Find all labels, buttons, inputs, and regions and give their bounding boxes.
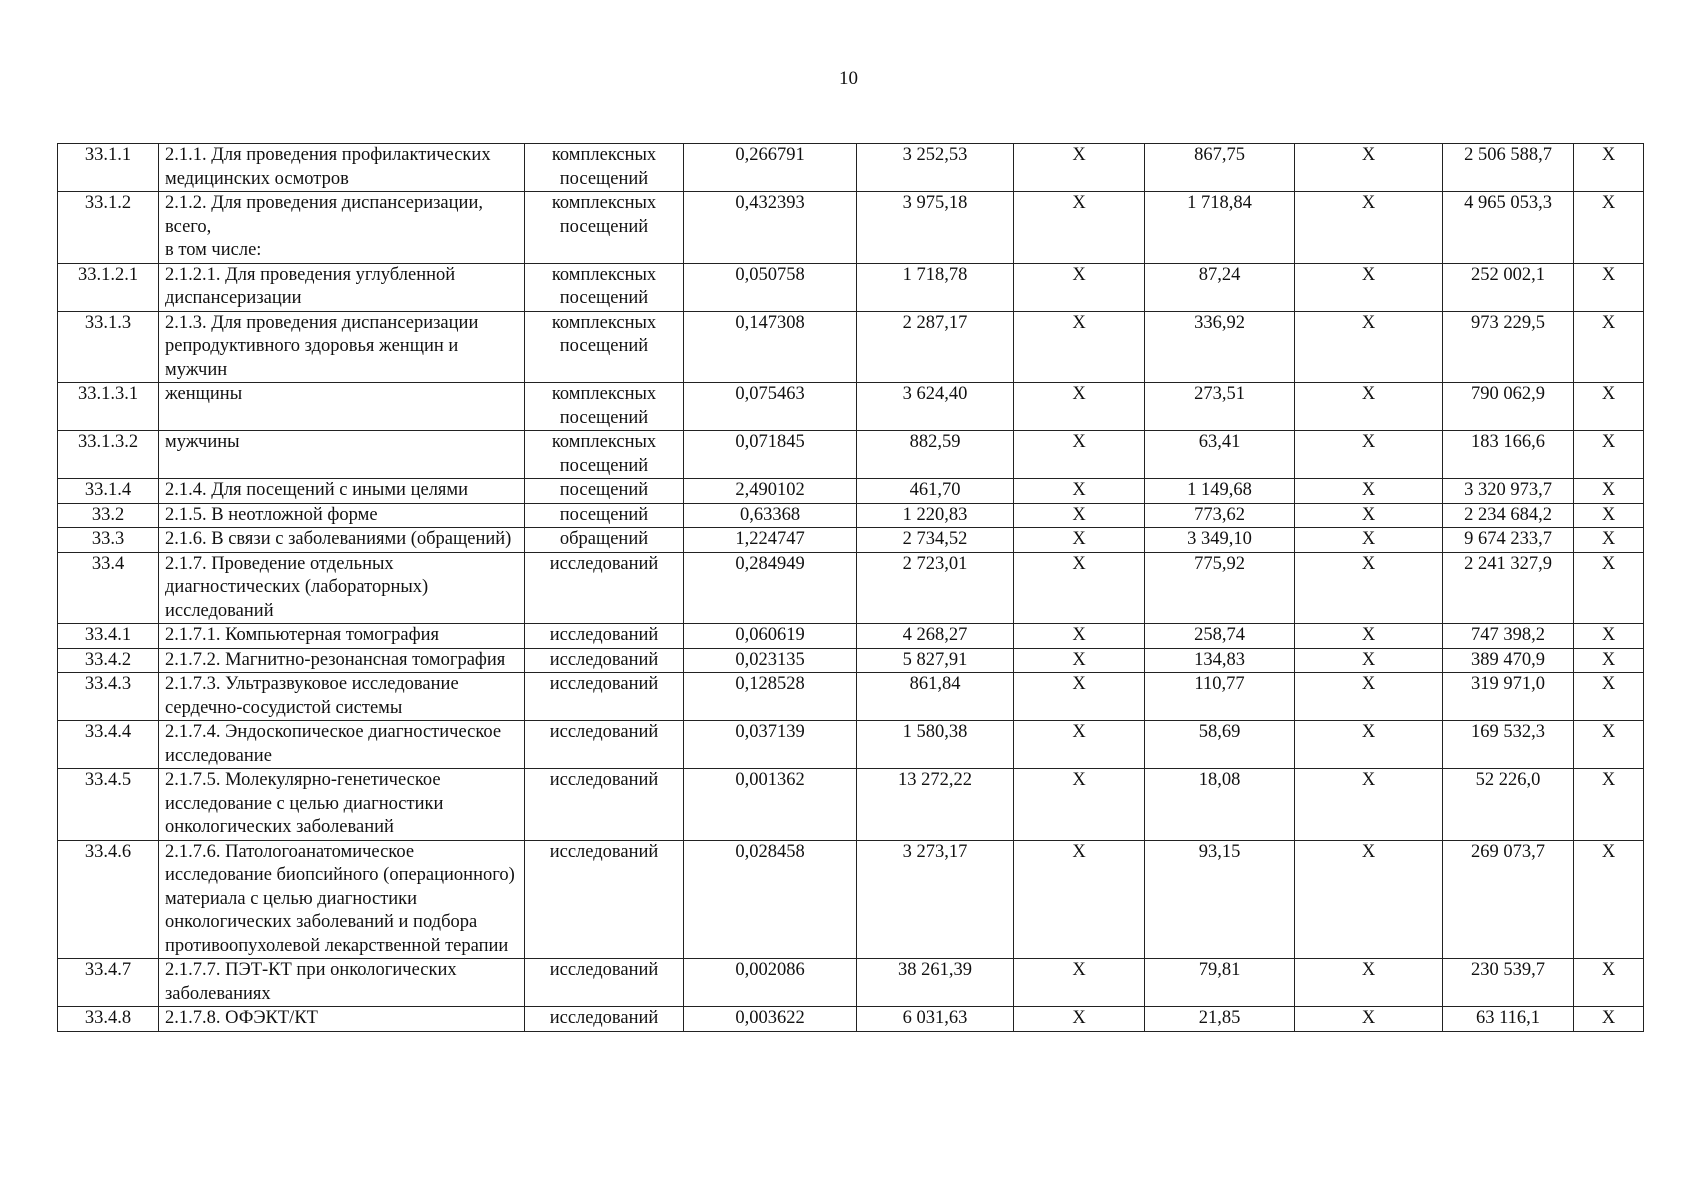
row-x-cell: X xyxy=(1295,673,1443,721)
row-x-cell: X xyxy=(1295,192,1443,264)
row-code-cell: 33.4.7 xyxy=(58,959,159,1007)
table-row xyxy=(58,528,1644,553)
row-code-cell: 33.4.1 xyxy=(58,624,159,649)
row-x-cell: X xyxy=(1295,311,1443,383)
table-row xyxy=(58,263,1644,311)
row-norm-cell: 0,002086 xyxy=(684,959,857,1007)
row-norm-cell: 0,147308 xyxy=(684,311,857,383)
row-unit-cell: исследований xyxy=(525,648,684,673)
row-per-capita-cell: 1 718,84 xyxy=(1145,192,1295,264)
row-unit-cell: комплексных посещений xyxy=(525,311,684,383)
row-cost-cell: 2 287,17 xyxy=(857,311,1014,383)
row-name-cell: 2.1.2. Для проведения диспансеризации, всего, в том числе: xyxy=(159,192,525,264)
row-x-cell: X xyxy=(1574,263,1644,311)
row-x-cell: X xyxy=(1574,528,1644,553)
row-norm-cell: 0,050758 xyxy=(684,263,857,311)
row-code-cell: 33.1.2.1 xyxy=(58,263,159,311)
row-x-cell: X xyxy=(1014,648,1145,673)
row-x-cell: X xyxy=(1014,263,1145,311)
table-row xyxy=(58,1007,1644,1032)
row-unit-cell: исследований xyxy=(525,624,684,649)
row-x-cell: X xyxy=(1014,769,1145,841)
row-unit-cell: исследований xyxy=(525,673,684,721)
row-total-cell: 269 073,7 xyxy=(1443,840,1574,959)
row-total-cell: 63 116,1 xyxy=(1443,1007,1574,1032)
table-row xyxy=(58,192,1644,264)
row-x-cell: X xyxy=(1574,144,1644,192)
row-x-cell: X xyxy=(1014,840,1145,959)
row-x-cell: X xyxy=(1014,479,1145,504)
row-x-cell: X xyxy=(1295,840,1443,959)
row-x-cell: X xyxy=(1295,479,1443,504)
row-cost-cell: 3 252,53 xyxy=(857,144,1014,192)
row-x-cell: X xyxy=(1014,503,1145,528)
table-row xyxy=(58,431,1644,479)
row-norm-cell: 0,003622 xyxy=(684,1007,857,1032)
row-x-cell: X xyxy=(1295,528,1443,553)
row-total-cell: 4 965 053,3 xyxy=(1443,192,1574,264)
row-cost-cell: 1 718,78 xyxy=(857,263,1014,311)
table-row xyxy=(58,479,1644,504)
row-unit-cell: посещений xyxy=(525,479,684,504)
table-row xyxy=(58,383,1644,431)
row-x-cell: X xyxy=(1574,431,1644,479)
table-row xyxy=(58,648,1644,673)
row-total-cell: 52 226,0 xyxy=(1443,769,1574,841)
row-norm-cell: 0,63368 xyxy=(684,503,857,528)
row-norm-cell: 0,284949 xyxy=(684,552,857,624)
row-code-cell: 33.4 xyxy=(58,552,159,624)
table-row xyxy=(58,769,1644,841)
row-x-cell: X xyxy=(1574,769,1644,841)
row-x-cell: X xyxy=(1574,311,1644,383)
row-x-cell: X xyxy=(1295,503,1443,528)
row-cost-cell: 13 272,22 xyxy=(857,769,1014,841)
row-unit-cell: исследований xyxy=(525,552,684,624)
row-cost-cell: 6 031,63 xyxy=(857,1007,1014,1032)
row-code-cell: 33.1.3 xyxy=(58,311,159,383)
row-per-capita-cell: 258,74 xyxy=(1145,624,1295,649)
row-code-cell: 33.1.4 xyxy=(58,479,159,504)
row-unit-cell: исследований xyxy=(525,769,684,841)
row-x-cell: X xyxy=(1295,648,1443,673)
row-x-cell: X xyxy=(1574,383,1644,431)
row-x-cell: X xyxy=(1014,959,1145,1007)
row-x-cell: X xyxy=(1014,673,1145,721)
row-per-capita-cell: 336,92 xyxy=(1145,311,1295,383)
row-per-capita-cell: 3 349,10 xyxy=(1145,528,1295,553)
row-per-capita-cell: 21,85 xyxy=(1145,1007,1295,1032)
row-name-cell: 2.1.6. В связи с заболеваниями (обращений) xyxy=(159,528,525,553)
row-x-cell: X xyxy=(1574,648,1644,673)
row-per-capita-cell: 79,81 xyxy=(1145,959,1295,1007)
row-per-capita-cell: 773,62 xyxy=(1145,503,1295,528)
row-code-cell: 33.1.2 xyxy=(58,192,159,264)
row-norm-cell: 1,224747 xyxy=(684,528,857,553)
row-x-cell: X xyxy=(1574,479,1644,504)
row-x-cell: X xyxy=(1574,192,1644,264)
table-row xyxy=(58,840,1644,959)
row-unit-cell: комплексных посещений xyxy=(525,192,684,264)
row-norm-cell: 0,028458 xyxy=(684,840,857,959)
row-name-cell: 2.1.7.6. Патологоанатомическое исследование биопсийного (операционного) материала с целью диагностики онкологических заболеваний и подбора противоопухолевой лекарственной терапии xyxy=(159,840,525,959)
row-code-cell: 33.4.5 xyxy=(58,769,159,841)
row-total-cell: 2 241 327,9 xyxy=(1443,552,1574,624)
table-row xyxy=(58,673,1644,721)
row-x-cell: X xyxy=(1574,503,1644,528)
row-x-cell: X xyxy=(1295,1007,1443,1032)
row-unit-cell: обращений xyxy=(525,528,684,553)
row-name-cell: 2.1.7.1. Компьютерная томография xyxy=(159,624,525,649)
row-per-capita-cell: 63,41 xyxy=(1145,431,1295,479)
row-x-cell: X xyxy=(1295,144,1443,192)
row-name-cell: 2.1.7.8. ОФЭКТ/КТ xyxy=(159,1007,525,1032)
row-x-cell: X xyxy=(1574,624,1644,649)
row-per-capita-cell: 87,24 xyxy=(1145,263,1295,311)
row-norm-cell: 0,075463 xyxy=(684,383,857,431)
row-code-cell: 33.1.3.1 xyxy=(58,383,159,431)
row-name-cell: мужчины xyxy=(159,431,525,479)
row-per-capita-cell: 775,92 xyxy=(1145,552,1295,624)
row-per-capita-cell: 134,83 xyxy=(1145,648,1295,673)
row-cost-cell: 2 723,01 xyxy=(857,552,1014,624)
row-unit-cell: исследований xyxy=(525,1007,684,1032)
row-code-cell: 33.4.6 xyxy=(58,840,159,959)
row-unit-cell: исследований xyxy=(525,721,684,769)
row-name-cell: 2.1.7.7. ПЭТ-КТ при онкологических заболеваниях xyxy=(159,959,525,1007)
row-unit-cell: посещений xyxy=(525,503,684,528)
row-norm-cell: 0,128528 xyxy=(684,673,857,721)
row-name-cell: 2.1.7.2. Магнитно-резонансная томография xyxy=(159,648,525,673)
row-per-capita-cell: 58,69 xyxy=(1145,721,1295,769)
row-total-cell: 3 320 973,7 xyxy=(1443,479,1574,504)
row-x-cell: X xyxy=(1295,431,1443,479)
row-cost-cell: 461,70 xyxy=(857,479,1014,504)
row-norm-cell: 0,001362 xyxy=(684,769,857,841)
row-cost-cell: 3 624,40 xyxy=(857,383,1014,431)
row-name-cell: 2.1.4. Для посещений с иными целями xyxy=(159,479,525,504)
row-norm-cell: 0,037139 xyxy=(684,721,857,769)
row-norm-cell: 0,023135 xyxy=(684,648,857,673)
row-code-cell: 33.4.3 xyxy=(58,673,159,721)
row-x-cell: X xyxy=(1574,1007,1644,1032)
row-x-cell: X xyxy=(1574,840,1644,959)
row-norm-cell: 2,490102 xyxy=(684,479,857,504)
row-name-cell: 2.1.1. Для проведения профилактических медицинских осмотров xyxy=(159,144,525,192)
row-cost-cell: 38 261,39 xyxy=(857,959,1014,1007)
row-unit-cell: исследований xyxy=(525,959,684,1007)
row-per-capita-cell: 110,77 xyxy=(1145,673,1295,721)
row-total-cell: 2 506 588,7 xyxy=(1443,144,1574,192)
row-name-cell: 2.1.5. В неотложной форме xyxy=(159,503,525,528)
row-name-cell: 2.1.7.5. Молекулярно-генетическое исследование с целью диагностики онкологических заболеваний xyxy=(159,769,525,841)
row-total-cell: 230 539,7 xyxy=(1443,959,1574,1007)
row-total-cell: 747 398,2 xyxy=(1443,624,1574,649)
row-x-cell: X xyxy=(1014,192,1145,264)
table-row xyxy=(58,624,1644,649)
row-cost-cell: 882,59 xyxy=(857,431,1014,479)
row-name-cell: женщины xyxy=(159,383,525,431)
table-row xyxy=(58,311,1644,383)
row-total-cell: 973 229,5 xyxy=(1443,311,1574,383)
row-norm-cell: 0,266791 xyxy=(684,144,857,192)
row-code-cell: 33.2 xyxy=(58,503,159,528)
row-cost-cell: 1 580,38 xyxy=(857,721,1014,769)
row-x-cell: X xyxy=(1014,311,1145,383)
row-x-cell: X xyxy=(1014,431,1145,479)
table-row xyxy=(58,959,1644,1007)
row-total-cell: 183 166,6 xyxy=(1443,431,1574,479)
row-x-cell: X xyxy=(1574,721,1644,769)
row-x-cell: X xyxy=(1014,383,1145,431)
row-per-capita-cell: 867,75 xyxy=(1145,144,1295,192)
row-cost-cell: 5 827,91 xyxy=(857,648,1014,673)
row-cost-cell: 3 975,18 xyxy=(857,192,1014,264)
row-name-cell: 2.1.7. Проведение отдельных диагностических (лабораторных) исследований xyxy=(159,552,525,624)
row-name-cell: 2.1.3. Для проведения диспансеризации репродуктивного здоровья женщин и мужчин xyxy=(159,311,525,383)
row-name-cell: 2.1.2.1. Для проведения углубленной диспансеризации xyxy=(159,263,525,311)
row-code-cell: 33.3 xyxy=(58,528,159,553)
row-unit-cell: комплексных посещений xyxy=(525,263,684,311)
table-body xyxy=(58,144,1644,1032)
row-name-cell: 2.1.7.3. Ультразвуковое исследование сердечно-сосудистой системы xyxy=(159,673,525,721)
row-unit-cell: исследований xyxy=(525,840,684,959)
table-row xyxy=(58,503,1644,528)
row-norm-cell: 0,071845 xyxy=(684,431,857,479)
row-norm-cell: 0,060619 xyxy=(684,624,857,649)
row-cost-cell: 861,84 xyxy=(857,673,1014,721)
row-total-cell: 389 470,9 xyxy=(1443,648,1574,673)
row-x-cell: X xyxy=(1014,528,1145,553)
row-x-cell: X xyxy=(1014,624,1145,649)
row-x-cell: X xyxy=(1014,1007,1145,1032)
row-x-cell: X xyxy=(1574,673,1644,721)
row-x-cell: X xyxy=(1295,624,1443,649)
row-x-cell: X xyxy=(1295,552,1443,624)
row-cost-cell: 1 220,83 xyxy=(857,503,1014,528)
row-cost-cell: 2 734,52 xyxy=(857,528,1014,553)
row-x-cell: X xyxy=(1295,263,1443,311)
row-per-capita-cell: 273,51 xyxy=(1145,383,1295,431)
row-unit-cell: комплексных посещений xyxy=(525,144,684,192)
row-x-cell: X xyxy=(1574,959,1644,1007)
row-code-cell: 33.4.2 xyxy=(58,648,159,673)
row-x-cell: X xyxy=(1295,383,1443,431)
table-row xyxy=(58,721,1644,769)
row-total-cell: 169 532,3 xyxy=(1443,721,1574,769)
row-x-cell: X xyxy=(1014,552,1145,624)
row-code-cell: 33.4.8 xyxy=(58,1007,159,1032)
row-total-cell: 2 234 684,2 xyxy=(1443,503,1574,528)
row-unit-cell: комплексных посещений xyxy=(525,383,684,431)
table-row xyxy=(58,552,1644,624)
row-unit-cell: комплексных посещений xyxy=(525,431,684,479)
row-name-cell: 2.1.7.4. Эндоскопическое диагностическое исследование xyxy=(159,721,525,769)
data-table xyxy=(57,143,1644,1032)
row-code-cell: 33.4.4 xyxy=(58,721,159,769)
row-total-cell: 9 674 233,7 xyxy=(1443,528,1574,553)
row-x-cell: X xyxy=(1295,769,1443,841)
row-per-capita-cell: 93,15 xyxy=(1145,840,1295,959)
row-norm-cell: 0,432393 xyxy=(684,192,857,264)
table-row xyxy=(58,144,1644,192)
row-x-cell: X xyxy=(1014,721,1145,769)
row-cost-cell: 3 273,17 xyxy=(857,840,1014,959)
row-per-capita-cell: 1 149,68 xyxy=(1145,479,1295,504)
row-total-cell: 790 062,9 xyxy=(1443,383,1574,431)
page-number: 10 xyxy=(839,68,858,89)
row-code-cell: 33.1.1 xyxy=(58,144,159,192)
row-x-cell: X xyxy=(1014,144,1145,192)
row-code-cell: 33.1.3.2 xyxy=(58,431,159,479)
row-total-cell: 319 971,0 xyxy=(1443,673,1574,721)
row-cost-cell: 4 268,27 xyxy=(857,624,1014,649)
row-x-cell: X xyxy=(1295,959,1443,1007)
row-total-cell: 252 002,1 xyxy=(1443,263,1574,311)
row-x-cell: X xyxy=(1295,721,1443,769)
row-per-capita-cell: 18,08 xyxy=(1145,769,1295,841)
row-x-cell: X xyxy=(1574,552,1644,624)
